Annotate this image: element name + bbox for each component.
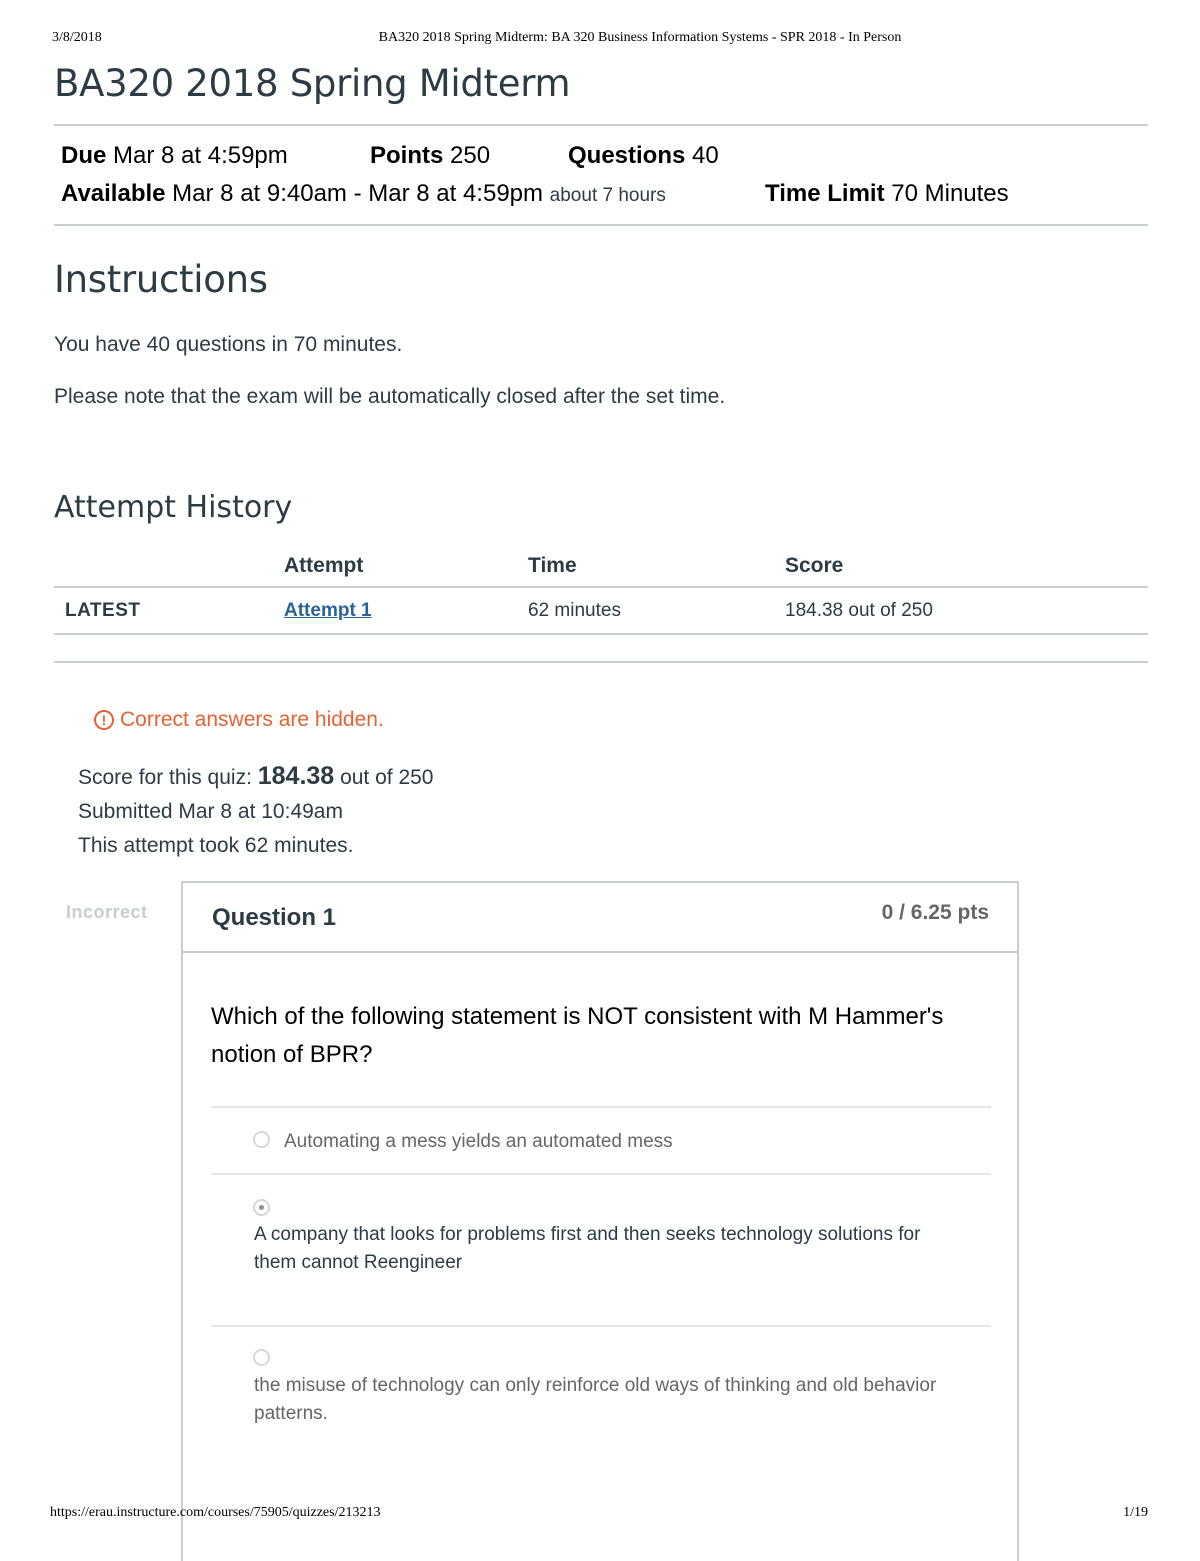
instructions-line-1: You have 40 questions in 70 minutes. [54, 333, 403, 356]
attempt-history-table [54, 548, 1148, 635]
time-limit-label: Time Limit [765, 180, 885, 207]
question-title: Question 1 [212, 904, 337, 931]
column-header [54, 548, 284, 587]
score-cell: 184.38 out of 250 [785, 587, 1148, 634]
time-limit-value: 70 Minutes [891, 180, 1009, 207]
score-suffix: out of 250 [340, 766, 434, 789]
answer-option-3: the misuse of technology can only reinforce old ways of thinking and old behavior patterns. [254, 1375, 937, 1424]
points-label: Points [370, 142, 444, 169]
answer-divider [211, 1325, 991, 1327]
questions-meta [568, 142, 719, 170]
attempt-1-link[interactable]: Attempt 1 [284, 599, 372, 621]
divider [54, 124, 1148, 126]
warning-text: Correct answers are hidden. [120, 708, 384, 731]
instructions-line-2: Please note that the exam will be automatically closed after the set time. [54, 385, 726, 408]
score-prefix: Score for this quiz: [78, 766, 252, 789]
questions-value: 40 [692, 142, 719, 169]
question-status-badge: Incorrect [66, 902, 148, 922]
due-value: Mar 8 at 4:59pm [113, 142, 288, 169]
answer-radio-1[interactable] [253, 1131, 270, 1148]
answer-divider [211, 1106, 991, 1108]
print-header-title: BA320 2018 Spring Midterm: BA 320 Business Information Systems - SPR 2018 - In Person [378, 30, 902, 45]
column-header-attempt: Attempt [284, 548, 528, 587]
available-value: Mar 8 at 9:40am - Mar 8 at 4:59pm [172, 180, 543, 207]
due-label: Due [61, 142, 107, 169]
table-row [54, 587, 1148, 634]
available-meta [61, 180, 666, 208]
divider [54, 224, 1148, 226]
answer-option-1: Automating a mess yields an automated mess [284, 1131, 673, 1152]
column-header-time: Time [528, 548, 785, 587]
quiz-score [78, 762, 433, 791]
alert-circle-icon: ! [94, 710, 114, 730]
answer-option-2: A company that looks for problems first and then seeks technology solutions for them cannot Reengineer [254, 1224, 921, 1273]
available-label: Available [61, 180, 166, 207]
latest-tag: LATEST [54, 587, 284, 634]
question-text: Which of the following statement is NOT consistent with M Hammer's notion of BPR? [211, 1003, 944, 1068]
print-page-number: 1/19 [1123, 1505, 1148, 1520]
correct-answers-hidden-notice [94, 708, 384, 732]
submitted-time: Submitted Mar 8 at 10:49am [78, 800, 343, 823]
quiz-meta-row-1 [61, 142, 288, 170]
radio-selected-dot [259, 1205, 264, 1210]
answer-radio-3[interactable] [253, 1349, 270, 1366]
page-title: BA320 2018 Spring Midterm [54, 62, 571, 105]
answer-radio-2-selected[interactable] [253, 1199, 270, 1216]
print-date: 3/8/2018 [52, 30, 102, 45]
answer-divider [211, 1173, 991, 1175]
questions-label: Questions [568, 142, 686, 169]
instructions-heading: Instructions [54, 258, 268, 301]
time-cell: 62 minutes [528, 587, 785, 634]
time-limit-meta [765, 180, 1009, 208]
attempt-duration: This attempt took 62 minutes. [78, 834, 354, 857]
points-value: 250 [450, 142, 491, 169]
table-header-row [54, 548, 1148, 587]
question-points: 0 / 6.25 pts [881, 901, 989, 924]
available-note: about 7 hours [549, 185, 666, 206]
column-header-score: Score [785, 548, 1148, 587]
print-url: https://erau.instructure.com/courses/75905/quizzes/213213 [50, 1505, 381, 1520]
divider [54, 661, 1148, 663]
attempt-cell [284, 587, 528, 634]
score-value: 184.38 [257, 762, 335, 790]
points-meta [370, 142, 490, 170]
attempt-history-heading: Attempt History [54, 490, 293, 525]
